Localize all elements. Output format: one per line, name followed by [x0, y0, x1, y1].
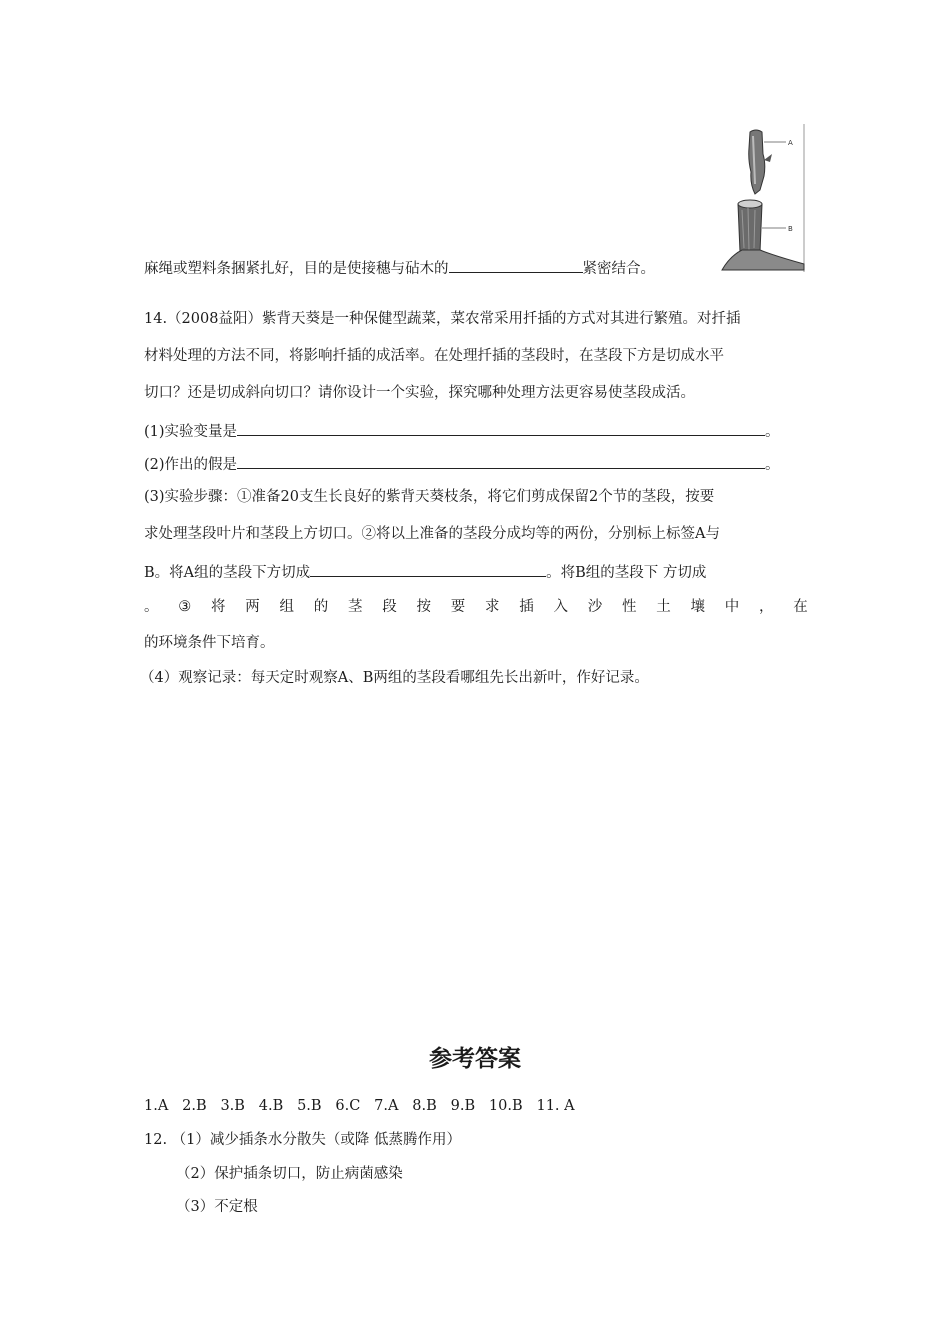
char: ，: [759, 599, 774, 615]
char: 壤: [690, 599, 705, 615]
q13-blank[interactable]: [449, 256, 583, 273]
figure-label-a: A: [788, 139, 793, 147]
q14-part-3-blank[interactable]: [310, 560, 546, 577]
char: 沙: [587, 599, 603, 615]
char: 茎: [348, 599, 363, 615]
char: 要: [450, 599, 466, 615]
char: 性: [622, 599, 637, 615]
answers-line-1: 1.A 2.B 3.B 4.B 5.B 6.C 7.A 8.B 9.B 10.B 11. A: [144, 1098, 575, 1114]
scion-drawing: [749, 130, 772, 194]
char: 中: [724, 599, 740, 615]
q14-part-3-line-4: [144, 597, 808, 617]
answers-q12-3: （3）不定根: [176, 1199, 258, 1215]
q13-text-after: 紧密结合。: [582, 261, 655, 277]
q14-part-1-period: 。: [765, 424, 780, 440]
char: 在: [793, 599, 808, 615]
answers-q12-2: （2）保护插条切口，防止病菌感染: [176, 1166, 403, 1182]
q14-part-3-line-5: 的环境条件下培育。: [144, 635, 275, 651]
q14-part-3-line-3-before: B。将A组的茎段下方切成: [144, 565, 311, 581]
q14-part-2-period: 。: [765, 457, 780, 473]
char: 组: [279, 599, 294, 615]
answers-title: 参考答案: [429, 1046, 521, 1072]
char: 插: [519, 599, 534, 615]
q14-part-3-line-3: [144, 560, 706, 583]
q14-line-3: 切口？还是切成斜向切口？请你设计一个实验，探究哪种处理方法更容易使茎段成活。: [144, 385, 695, 401]
char: 求: [485, 599, 500, 615]
char: 。: [144, 599, 159, 615]
char: 的: [313, 599, 329, 615]
q14-part-2: [144, 452, 780, 475]
q14-part-3-line-1: (3)实验步骤：①准备20支生长良好的紫背天葵枝条，将它们剪成保留2个节的茎段，按要: [144, 489, 715, 505]
q14-line-2: 材料处理的方法不同，将影响扦插的成活率。在处理扦插的茎段时，在茎段下方是切成水平: [144, 348, 724, 364]
q14-part-1: [144, 419, 780, 442]
q14-part-2-blank[interactable]: [237, 452, 765, 469]
char: 段: [382, 599, 397, 615]
q14-part-1-blank[interactable]: [237, 419, 765, 436]
q14-part-1-label: (1)实验变量是: [144, 424, 238, 440]
grafting-figure: [720, 124, 806, 272]
q14-part-3-line-2: 求处理茎段叶片和茎段上方切口。②将以上准备的茎段分成均等的两份，分别标上标签A与: [144, 526, 720, 542]
stock-drawing: [722, 200, 804, 270]
q14-part-4: （4）观察记录：每天定时观察A、B两组的茎段看哪组先长出新叶，作好记录。: [140, 670, 649, 686]
char: 按: [416, 599, 431, 615]
char: 将: [211, 599, 226, 615]
answers-q12-1: 12. （1）减少插条水分散失（或降 低蒸腾作用）: [144, 1132, 462, 1148]
char: 两: [245, 599, 260, 615]
q14-part-3-line-3-after: 。将B组的茎段下 方切成: [546, 565, 707, 581]
q13-text-before: 麻绳或塑料条捆紧扎好，目的是使接穗与砧木的: [144, 261, 449, 277]
char: ③: [178, 599, 192, 615]
q13-line: [144, 256, 655, 279]
q14-line-1: 14.（2008益阳）紫背天葵是一种保健型蔬菜，菜农常采用扦插的方式对其进行繁殖。对扦插: [144, 311, 741, 327]
char: 土: [656, 599, 671, 615]
q14-part-2-label: (2)作出的假是: [144, 457, 238, 473]
char: 入: [553, 599, 568, 615]
figure-label-b: B: [788, 225, 793, 233]
